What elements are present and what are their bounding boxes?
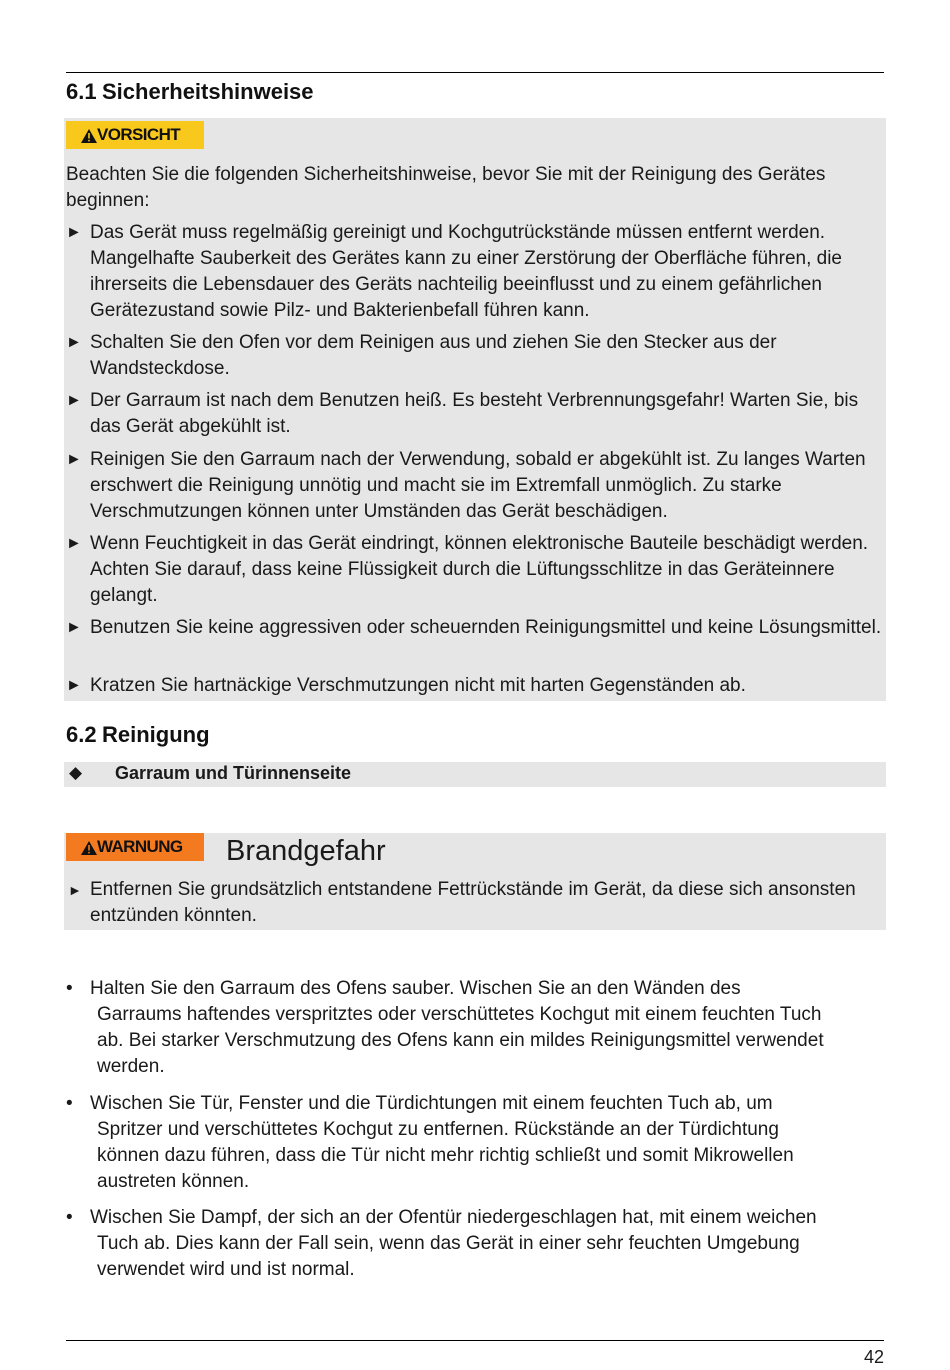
triangle-bullet-icon: ► bbox=[66, 224, 82, 241]
triangle-bullet-icon: ► bbox=[68, 882, 82, 898]
section-title: Sicherheitshinweise bbox=[102, 79, 314, 104]
section-number: 6.1 bbox=[66, 79, 97, 104]
warning-bullet: ► Entfernen Sie grundsätzlich entstandene Fettrückstände im Gerät, da diese sich ansonsten entzünden könnten. bbox=[68, 879, 856, 926]
safety-bullet: ► Benutzen Sie keine aggressiven oder scheuernden Reinigungsmittel und keine Lösungsmittel. bbox=[66, 615, 886, 641]
warning-badge bbox=[66, 833, 204, 861]
triangle-bullet-icon: ► bbox=[66, 334, 82, 351]
safety-intro: Beachten Sie die folgenden Sicherheitshinweise, bevor Sie mit der Reinigung des Gerätes beginnen: bbox=[66, 164, 826, 211]
caution-badge bbox=[66, 121, 204, 149]
safety-bullet: ► Wenn Feuchtigkeit in das Gerät eindringt, können elektronische Bauteile beschädigt werden. Achten Sie darauf, dass keine Flüssigkeit durch die Lüftungsschlitze in das Geräteinnere gelangt. bbox=[66, 533, 869, 606]
cleaning-list-item: • Wischen Sie Dampf, der sich an der Ofentür niedergeschlagen hat, mit einem weichen Tuch ab. Dies kann der Fall sein, wenn das Gerät in einer sehr feuchten Umgebung verwendet wird und ist normal. bbox=[66, 1207, 817, 1280]
caution-badge-label: VORSICHT bbox=[97, 125, 181, 144]
cleaning-list-item: • Halten Sie den Garraum des Ofens sauber. Wischen Sie an den Wänden des Garraums haftendes verspritztes oder verschüttetes Kochgut mit einem feuchten Tuch ab. Bei starker Verschmutzung des Ofens kann ein mildes Reinigungsmittel verwendet werden. bbox=[66, 978, 824, 1077]
warning-triangle-icon bbox=[81, 129, 97, 143]
safety-bullet: ► Kratzen Sie hartnäckige Verschmutzungen nicht mit harten Gegenständen ab. bbox=[66, 673, 886, 699]
cleaning-list-item: • Wischen Sie Tür, Fenster und die Türdichtungen mit einem feuchten Tuch ab, um Spritzer und verschüttetes Kochgut zu entfernen. Rückstände an der Türdichtung können dazu führen, dass die Tür nicht mehr richtig schließt und somit Mikrowellen austreten können. bbox=[66, 1093, 794, 1192]
page-number: 42 bbox=[863, 1347, 884, 1367]
safety-bullet: ► Reinigen Sie den Garraum nach der Verwendung, sobald er abgekühlt ist. Zu langes Warten erschwert die Reinigung unnötig und macht sie im Extremfall unmöglich. Zu starke Verschmutzungen können unter Umständen das Gerät beschädigen. bbox=[66, 449, 866, 522]
subheading-bar bbox=[64, 762, 886, 787]
triangle-bullet-icon: ► bbox=[66, 619, 82, 636]
warning-title: Brandgefahr bbox=[226, 835, 386, 867]
triangle-bullet-icon: ► bbox=[66, 535, 82, 552]
dot-bullet-icon: • bbox=[66, 1093, 73, 1114]
top-rule bbox=[66, 72, 884, 73]
safety-bullet: ► Der Garraum ist nach dem Benutzen heiß. Es besteht Verbrennungsgefahr! Warten Sie, bis das Gerät abgekühlt ist. bbox=[66, 390, 859, 437]
safety-bullet: ► Das Gerät muss regelmäßig gereinigt und Kochgutrückstände müssen entfernt werden. Mangelhafte Sauberkeit des Gerätes kann zu einer Zerstörung der Oberfläche führen, die ihrerseits die Lebensdauer des Geräts nachteilig beeinflusst und zu einem gefährlichen Gerätezustand sowie Pilz- und Bakterienbefall führen kann. bbox=[66, 222, 842, 321]
section-title: Reinigung bbox=[102, 722, 210, 747]
warning-badge-label: WARNUNG bbox=[97, 837, 183, 856]
warning-panel bbox=[64, 833, 886, 930]
triangle-bullet-icon: ► bbox=[66, 677, 82, 694]
section-number: 6.2 bbox=[66, 722, 97, 747]
dot-bullet-icon: • bbox=[66, 1207, 73, 1228]
dot-bullet-icon: • bbox=[66, 978, 73, 999]
section-heading-cleaning bbox=[66, 722, 210, 748]
triangle-bullet-icon: ► bbox=[66, 451, 82, 468]
safety-bullet: ► Schalten Sie den Ofen vor dem Reinigen aus und ziehen Sie den Stecker aus der Wandsteckdose. bbox=[66, 332, 777, 379]
diamond-bullet-icon: ◆ bbox=[69, 763, 83, 782]
section-heading-safety bbox=[66, 79, 314, 105]
triangle-bullet-icon: ► bbox=[66, 392, 82, 409]
subheading-label: Garraum und Türinnenseite bbox=[115, 763, 352, 783]
warning-triangle-icon bbox=[81, 841, 97, 855]
footer-rule bbox=[66, 1340, 884, 1341]
